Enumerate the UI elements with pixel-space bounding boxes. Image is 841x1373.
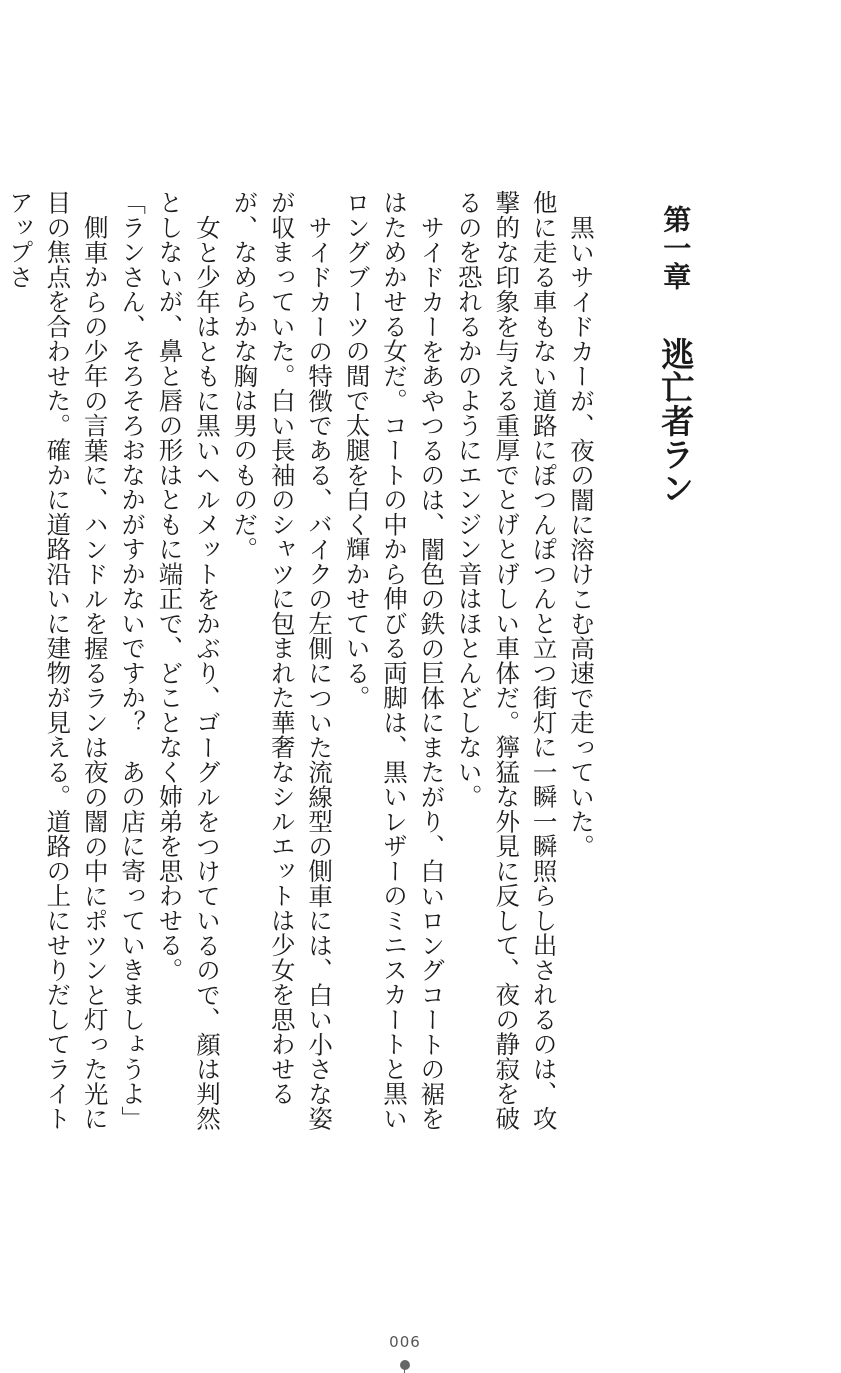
paragraph-6: 「ランさん、そろそろおなかがすかないですか？ あの店に寄っていきましょうよ」: [118, 190, 148, 1131]
folio-ornament-icon: [400, 1360, 410, 1373]
paragraph-4: サイドカーの特徴である、バイクの左側についた流線型の側車には、白い小さな姿が収まっていた。白い長袖のシャツに包まれた華奢なシルエットは少女を思わせるが、なめらかな胸は男のものだ。: [230, 190, 335, 1131]
paragraph-2: 他に走る車もない道路にぽつんぽつんと立つ街灯に一瞬一瞬照らし出されるのは、攻撃的な印象を与える重厚でとげとげしい車体だ。獰猛な外見に反して、夜の静寂を破るのを恐れるかのようにエンジン音はほとんどしない。: [454, 190, 559, 1131]
paragraph-1: 黒いサイドカーが、夜の闇に溶けこむ高速で走っていた。: [567, 214, 596, 858]
paragraph-5: 女と少年はともに黒いヘルメットをかぶり、ゴーグルをつけているので、顔は判然としないが、鼻と唇の形はともに端正で、どことなく姉弟を思わせる。: [155, 190, 222, 1131]
chapter-heading: [656, 205, 696, 505]
chapter-title: 逃亡者ラン: [656, 336, 696, 505]
paragraph-3: サイドカーをあやつるのは、闇色の鉄の巨体にまたがり、白いロングコートの裾をはためかせる女だ。コートの中から伸びる両脚は、黒いレザーのミニスカートと黒いロングブーツの間で太腿を白く輝かせている。: [342, 190, 447, 1131]
chapter-number: 第一章: [659, 205, 693, 291]
page-number: 006: [389, 1333, 421, 1351]
paragraph-7: 側車からの少年の言葉に、ハンドルを握るランは夜の闇の中にポツンと灯った光に目の焦点を合わせた。確かに道路沿いに建物が見える。道路の上にせりだしてライトアップさ: [5, 190, 110, 1131]
body-text: [5, 190, 600, 1150]
